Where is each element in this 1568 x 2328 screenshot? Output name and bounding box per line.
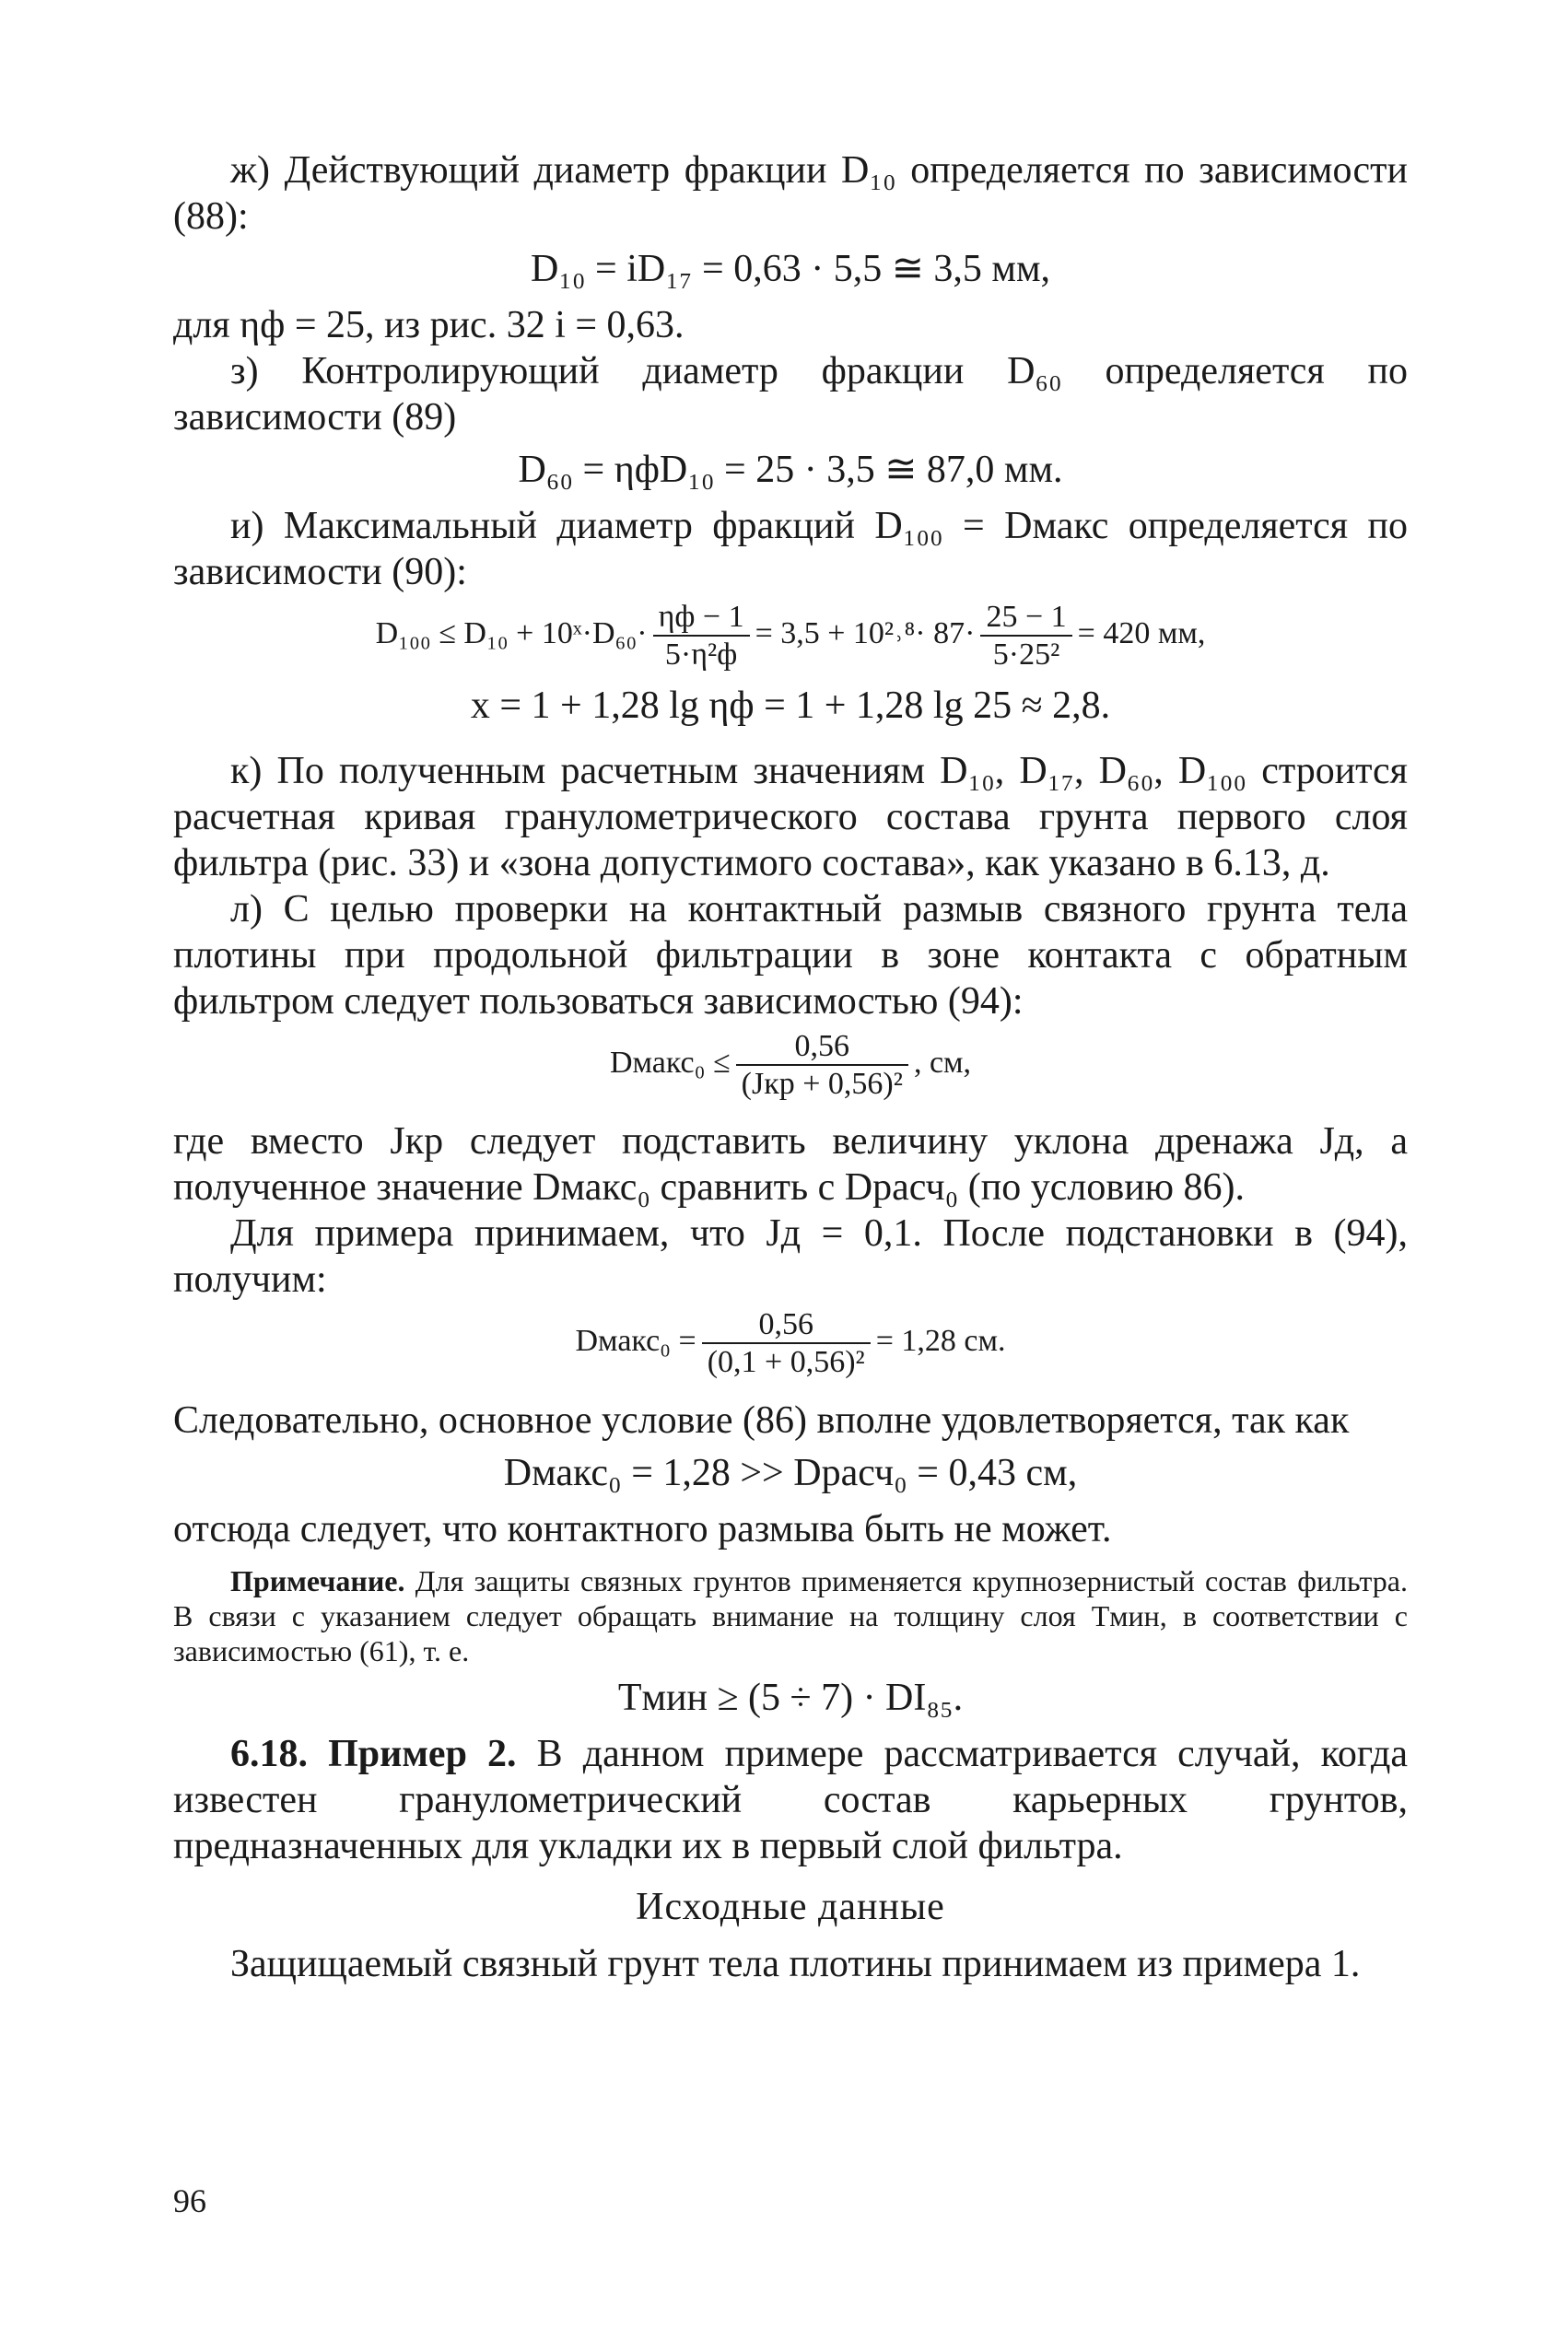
equation-substitution-numerator: 0,56 [702,1306,871,1344]
equation-substitution-denominator: (0,1 + 0,56)² [707,1345,865,1380]
paragraph-k: к) По полученным расчетным значениям D₁₀, D₁₇, D₆₀, D₁₀₀ строится расчетная кривая гранулометрического состава грунта первого слоя фильтра (рис. 33) и «зона допустимого состава», как указано в 6.13, д. [173,750,1408,885]
equation-d100-middle: = 3,5 + 10²˒⁸· 87· [755,615,976,650]
paragraph-l: л) С целью проверки на контактный размыв связного грунта тела плотины при продольной фильтрации в зоне контакта с обратным фильтром следует пользоваться зависимостью (94): [173,888,1408,1024]
equation-d100-right: = 420 мм, [1077,615,1206,650]
paragraph-gde: где вместо Jкр следует подставить величину уклона дренажа Jд, а полученное значение Dмакс₀ сравнить с Dрасч₀ (по условию 86). [173,1120,1408,1210]
equation-d100-left: D₁₀₀ ≤ D₁₀ + 10ˣ·D₆₀· [375,615,648,650]
fraction-2-denominator: 5·25² [992,638,1060,673]
equation-substitution-left: Dмакс₀ = [575,1324,696,1359]
paragraph-last: Защищаемый связный грунт тела плотины принимаем из примера 1. [230,1942,1361,1985]
equation-substitution-right: = 1,28 см. [875,1324,1006,1359]
fraction-1-numerator: ηф − 1 [653,599,750,637]
section-6-18-text: В данном примере рассматривается случай, когда известен гранулометрический состав карьерных грунтов, предназначенных для укладки их в первый слой фильтра. [173,1732,1408,1867]
paragraph-6-18 [173,1731,1408,1869]
equation-substitution-fraction [702,1306,871,1380]
equation-94-denominator: (Jкр + 0,56)² [741,1067,903,1102]
heading-initial-data: Исходные данные [636,1885,945,1928]
paragraph-zh-tail: для ηф = 25, из рис. 32 i = 0,63. [173,304,685,346]
section-6-18-label: 6.18. Пример 2. [230,1732,517,1775]
paragraph-otsyuda: отсюда следует, что контактного размыва быть не может. [173,1507,1112,1550]
equation-94-numerator: 0,56 [736,1028,908,1066]
equation-d10: D₁₀ = iD₁₇ = 0,63 · 5,5 ≅ 3,5 мм, [530,248,1051,290]
paragraph-zh: ж) Действующий диаметр фракции D₁₀ определяется по зависимости (88): [173,149,1408,238]
equation-94-right: , см, [913,1046,972,1081]
equation-tmin: Tмин ≥ (5 ÷ 7) · DI₈₅. [617,1676,964,1719]
equation-substitution [173,1306,1408,1380]
equation-x: x = 1 + 1,28 lg ηф = 1 + 1,28 lg 25 ≈ 2,8. [470,684,1111,728]
equation-d100-fraction-1 [653,599,750,673]
note-label: Примечание. [230,1563,405,1597]
note-text: Для защиты связных грунтов применяется крупнозернистый состав фильтра. В связи с указанием следует обращать внимание на толщину слоя Tмин, в соответствии с зависимостью (61), т. е. [173,1563,1408,1667]
paragraph-sledovatelno: Следовательно, основное условие (86) вполне удовлетворяется, так как [173,1398,1350,1442]
paragraph-i: и) Максимальный диаметр фракций D₁₀₀ = Dмакс определяется по зависимости (90): [173,505,1408,593]
page-number: 96 [173,2182,206,2219]
equation-d100 [173,599,1408,673]
equation-d100-fraction-2 [980,599,1071,673]
equation-comparison: Dмакс₀ = 1,28 >> Dрасч₀ = 0,43 см, [503,1451,1078,1494]
equation-94-left: Dмакс₀ ≤ [609,1046,731,1081]
fraction-1-denominator: 5·η²ф [664,638,738,673]
page-body [173,147,1408,1987]
paragraph-dlya-primera: Для примера принимаем, что Jд = 0,1. После подстановки в (94), получим: [173,1212,1408,1302]
equation-94-fraction [736,1028,908,1102]
fraction-2-numerator: 25 − 1 [980,599,1071,637]
paragraph-z: з) Контролирующий диаметр фракции D₆₀ определяется по зависимости (89) [173,350,1408,439]
note [173,1563,1408,1668]
equation-d60: D₆₀ = ηфD₁₀ = 25 · 3,5 ≅ 87,0 мм. [518,449,1063,491]
equation-94 [173,1028,1408,1102]
